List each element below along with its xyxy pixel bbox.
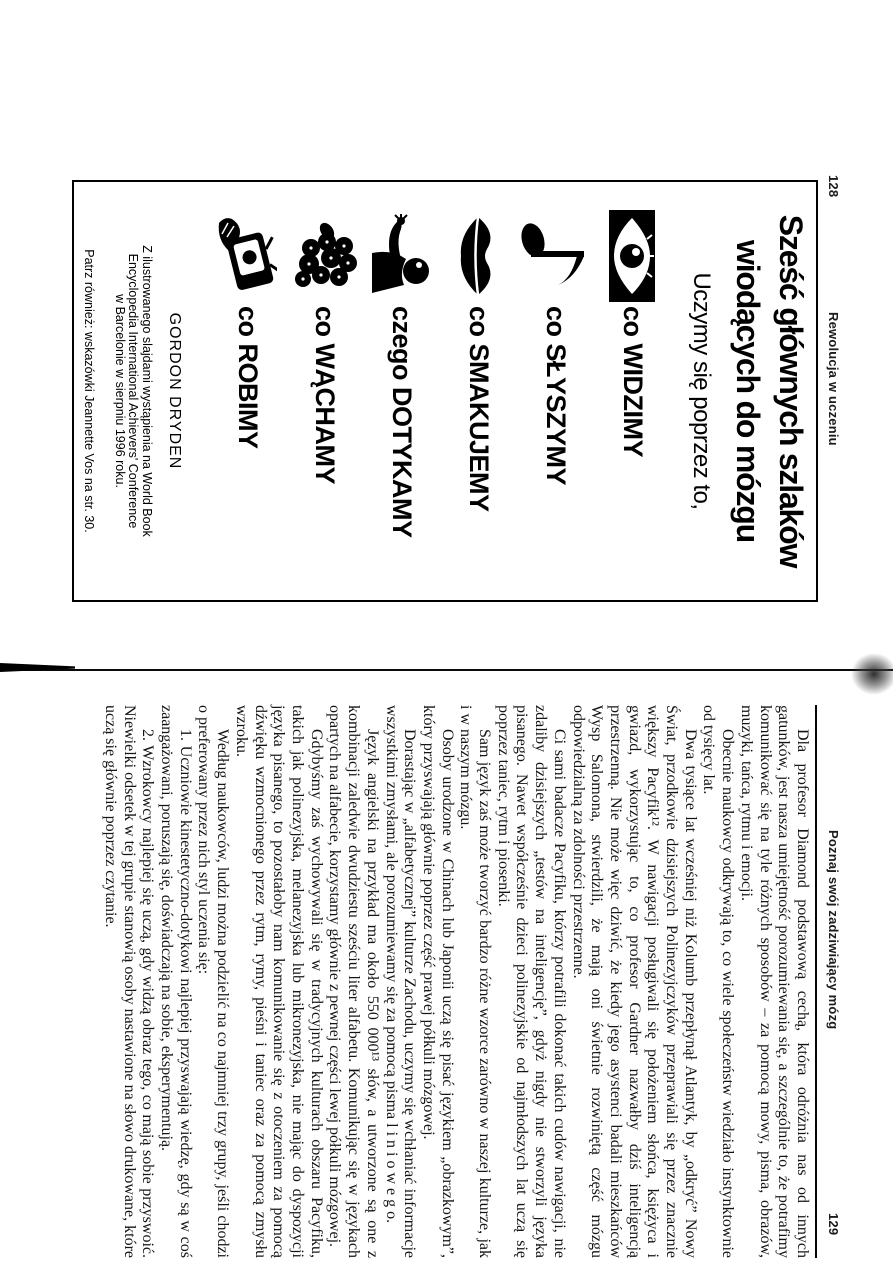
poster-credit-line: Encyclopedia International Achievers' Conference	[126, 253, 141, 529]
sense-row	[517, 182, 594, 600]
body-paragraph: Osoby urodzone w Chinach lub Japonii uczą się pisać językiem „obrazkowym”, który przyswajają głównie poprzez część prawej półkuli mózgowej.	[419, 705, 456, 1258]
sense-label: co WIDZIMY	[618, 306, 648, 457]
body-paragraph: Język angielski na przykład ma około 550 000¹³ słów, a utworzone są one z kombinacji zaledwie dwudziestu sześciu liter alfabetu. Komunikując się w językach opartych na alfabecie, korzystamy głównie z pewnej części lewej półkuli mózgowej.	[326, 705, 381, 1258]
body-paragraph: 1. Uczniowie kinestetyczno-dotykowi najlepiej przyswajają wiedzę, gdy są w coś zaangażowani, poruszają się, doświadczają na sobie, eksperymentują.	[158, 705, 194, 1258]
running-head: Rewolucja w uczeniu	[826, 312, 841, 446]
body-paragraph: Sam język zaś może tworzyć bardzo różne wzorce zarówno w naszej kulturze, jak i w naszym mózgu.	[457, 705, 494, 1258]
body-paragraph: Dorastając w „alfabetycznej” kulturze Zachodu, uczymy się wchłaniać informacje wszystkimi zmysłami, ale porozumiewamy się za pomocą pisma l i n i o w e g o.	[382, 705, 419, 1258]
poster-subtitle: Uczymy się poprzez to,	[688, 272, 715, 510]
flowers-icon	[292, 206, 358, 306]
body-paragraph: Dwa tysiące lat wcześniej niż Kolumb przepłynął Atlantyk, by „odkryć” Nowy Świat, przodkowie dzisiejszych Polinezyjczyków przeprawiali się przez znacznie większy Pacyfik¹². W nawigacji posługiwali się położeniem słońca, księżyca i gwiazd, wykorzystując to, co profesor Gardner nazwałby dziś inteligencją przestrzenną. Nie może więc dziwić, że kiedy jego asystenci badali mieszkańców Wysp Salomona, stwierdzili, że mają oni świetnie rozwiniętą część mózgu odpowiedzialną za zdolności przestrzenne.	[569, 705, 699, 1258]
poster-see-also: Patrz również: wskazówki Jeannette Vos na str. 30.	[82, 249, 97, 533]
sense-row	[363, 182, 440, 600]
page-number: 129	[826, 1213, 841, 1236]
running-head: Poznaj swój zadziwiający mózg	[826, 830, 841, 1030]
body-paragraph: Według naukowców, ludzi można podzielić na co najmniej trzy grupy, jeśli chodzi o preferowany przez nich styl uczenia się:	[195, 705, 232, 1258]
sense-label: co ROBIMY	[233, 306, 263, 449]
touch-icon	[371, 206, 433, 306]
sense-list	[209, 182, 671, 600]
sense-label: czego DOTYKAMY	[387, 306, 417, 538]
hands-tv-icon	[218, 206, 278, 306]
body-paragraph: Obecnie naukowcy odkrywają to, co wiele społeczeństw wiedziało instynktownie od tysięcy lat.	[700, 705, 737, 1258]
body-text-column	[100, 705, 811, 1258]
sense-label: co SŁYSZYMY	[541, 306, 571, 486]
sense-label: co WĄCHAMY	[310, 306, 340, 484]
body-paragraph: Ci sami badacze Pacyfiku, którzy potrafili dokonać takich cudów nawigacji, nie zdaliby dzisiejszych „testów na inteligencję”, gdyż nigdy nie stworzyli języka pisanego. Nawet współcześnie dzieci polinezyjskie od najmłodszych lat uczą się poprzez taniec, rytm i piosenki.	[494, 705, 568, 1258]
poster-title-line2: wiodących do mózgu	[730, 240, 766, 542]
body-paragraph: 2. Wzrokowcy najlepiej się uczą, gdy widzą obraz tego, co mają sobie przyswoić. Niewielki odsetek w tej grupie stanowią osoby nastawione na słowo drukowane, które uczą się głównie poprzez czytanie.	[101, 705, 157, 1258]
poster-title-line1: Sześć głównych szlaków	[773, 214, 809, 568]
sense-label: co SMAKUJEMY	[464, 306, 494, 512]
poster-frame	[72, 180, 818, 602]
sense-row	[286, 182, 363, 600]
sense-row	[209, 182, 286, 600]
running-head-rule	[815, 705, 817, 1258]
poster-credit-line: Z ilustrowanego slajdami wystąpienia na World Book	[140, 245, 154, 537]
music-note-icon	[521, 206, 591, 306]
poster-author: GORDON DRYDEN	[166, 312, 183, 470]
poster-title	[726, 182, 812, 600]
poster-credits	[113, 182, 154, 600]
lips-icon	[455, 206, 503, 306]
sense-row	[440, 182, 517, 600]
body-paragraph: Dla profesor Diamond podstawową cechą, która odróżnia nas od innych gatunków, jest nasza umiejętność porozumiewania się, a szczególnie to, że potrafimy komunikować się na tyle różnych sposobów – za pomocą mowy, pisma, obrazów, muzyki, tańca, rytmu i emocji.	[737, 705, 811, 1258]
eye-icon	[610, 206, 656, 306]
page-number: 128	[826, 175, 841, 198]
body-paragraph: Gdybyśmy zaś wychowywali się w tradycyjnych kulturach obszaru Pacyfiku, takich jak polinezyjska, melanezyjska lub mikronezyjska, nie mając do dyspozycji języka pisanego, to pozostałoby nam komunikowanie się z otoczeniem za pomocą dźwięku wzmocnionego przez rytm, rymy, pieśni i taniec oraz za pomocą zmysłu wzroku.	[232, 705, 325, 1258]
poster-credit-line: w Barcelonie w sierpniu 1996 roku.	[113, 294, 127, 488]
page-129	[0, 670, 893, 1263]
sense-row	[594, 182, 671, 600]
